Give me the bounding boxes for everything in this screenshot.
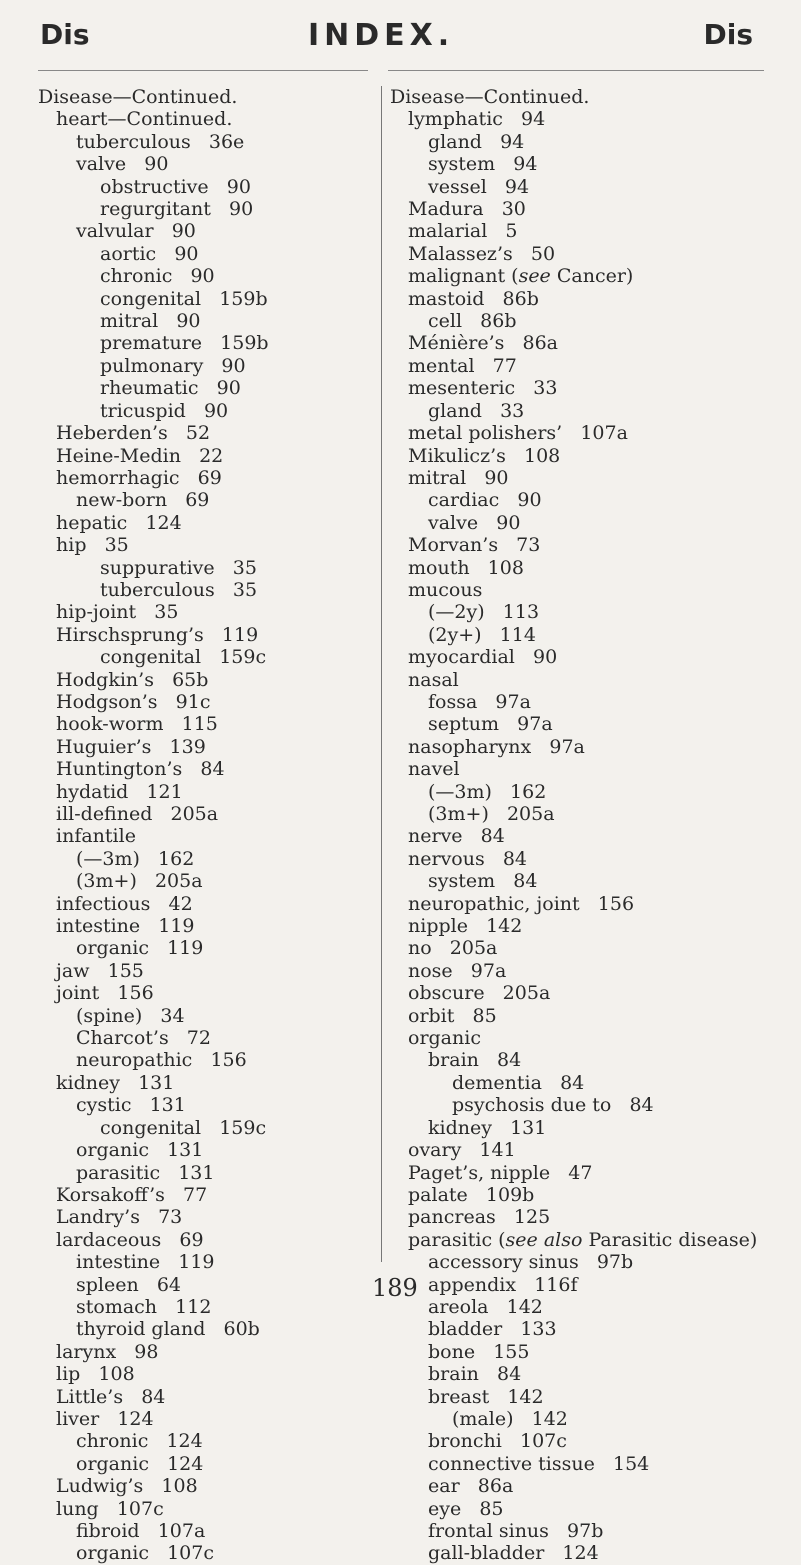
index-entry: Disease—Continued. (390, 86, 590, 108)
header-guide-word-left: Dis (40, 18, 90, 51)
index-entry: organic (408, 1027, 481, 1050)
index-entry: tuberculous 36e (76, 130, 245, 153)
header-title: INDEX. (308, 18, 455, 53)
index-entry: valve 90 (428, 511, 521, 534)
index-entry: rheumatic 90 (100, 377, 241, 400)
index-entry: (male) 142 (452, 1407, 568, 1430)
index-entry: regurgitant 90 (100, 198, 254, 221)
index-entry: nasal (408, 668, 459, 691)
index-entry: accessory sinus 97b (428, 1251, 634, 1274)
index-entry: Paget’s, nipple 47 (408, 1161, 593, 1184)
index-entry: Heberden’s 52 (56, 422, 211, 445)
index-entry: organic 124 (76, 1452, 204, 1475)
index-entry: Hodgkin’s 65b (56, 668, 209, 691)
index-entry: chronic 90 (100, 265, 215, 288)
header-rule-right (388, 70, 764, 71)
header-rule-left (38, 70, 368, 71)
index-entry: Little’s 84 (56, 1385, 166, 1408)
index-entry: (—3m) 162 (428, 780, 547, 803)
index-entry: infectious 42 (56, 892, 193, 915)
index-entry: psychosis due to 84 (452, 1094, 654, 1117)
index-entry: bone 155 (428, 1340, 530, 1363)
index-entry: Morvan’s 73 (408, 534, 541, 557)
index-entry: system 94 (428, 153, 538, 176)
index-entry: gall-bladder 124 (428, 1542, 599, 1565)
index-entry: breast 142 (428, 1385, 544, 1408)
index-entry: parasitic (see also Parasitic disease) (408, 1228, 758, 1251)
index-entry: nasopharynx 97a (408, 735, 585, 758)
index-entry: lardaceous 69 (56, 1228, 204, 1251)
index-entry: Madura 30 (408, 198, 526, 221)
index-entry: nerve 84 (408, 825, 505, 848)
index-entry: eye 85 (428, 1497, 504, 1520)
index-entry: hemorrhagic 69 (56, 466, 222, 489)
index-entry: hip 35 (56, 534, 129, 557)
index-entry: ovary 141 (408, 1139, 516, 1162)
index-entry: septum 97a (428, 713, 553, 736)
index-entry: appendix 116f (428, 1273, 578, 1296)
index-entry: Hodgson’s 91c (56, 690, 211, 713)
index-entry: mitral 90 (100, 310, 201, 333)
page-number: 189 (372, 1274, 418, 1302)
index-entry: ear 86a (428, 1475, 514, 1498)
index-entry: suppurative 35 (100, 556, 257, 579)
index-entry: hydatid 121 (56, 780, 183, 803)
index-entry: (—3m) 162 (76, 847, 195, 870)
index-entry: (3m+) 205a (428, 803, 555, 825)
index-entry: mental 77 (408, 354, 517, 377)
index-entry: thyroid gland 60b (76, 1318, 260, 1341)
index-entry: palate 109b (408, 1183, 535, 1206)
index-entry: (—2y) 113 (428, 601, 540, 624)
index-entry: stomach 112 (76, 1295, 212, 1318)
index-entry: neuropathic, joint 156 (408, 892, 635, 915)
index-entry: heart—Continued. (56, 108, 233, 131)
index-entry: organic 131 (76, 1139, 204, 1162)
index-entry: navel (408, 758, 460, 781)
column-divider (381, 86, 382, 1262)
index-entry: new-born 69 (76, 489, 210, 512)
index-entry: lymphatic 94 (408, 108, 546, 131)
index-entry: system 84 (428, 870, 538, 893)
index-entry: premature 159b (100, 332, 269, 355)
index-entry: congenital 159b (100, 287, 268, 310)
index-entry: kidney 131 (428, 1116, 547, 1139)
index-entry: Hirschsprung’s 119 (56, 623, 259, 646)
index-entry: brain 84 (428, 1049, 522, 1072)
index-entry: Malassez’s 50 (408, 242, 556, 265)
index-entry: (2y+) 114 (428, 623, 536, 646)
index-entry: congenital 159c (100, 1116, 267, 1139)
index-entry: intestine 119 (56, 915, 195, 938)
index-entry: mesenteric 33 (408, 377, 558, 400)
index-entry: spleen 64 (76, 1273, 182, 1296)
index-column-right (390, 86, 790, 1565)
index-entry: tuberculous 35 (100, 578, 258, 601)
index-entry: fossa 97a (428, 690, 531, 713)
index-entry: intestine 119 (76, 1251, 215, 1274)
index-column-left (38, 86, 368, 1565)
index-entry: Mikulicz’s 108 (408, 444, 561, 467)
index-entry: (3m+) 205a (76, 870, 203, 893)
index-entry: malarial 5 (408, 220, 518, 243)
index-entry: metal polishers’ 107a (408, 422, 628, 445)
index-entry: mastoid 86b (408, 287, 539, 310)
index-entry: Ménière’s 86a (408, 332, 558, 355)
index-entry: Charcot’s 72 (76, 1027, 211, 1050)
index-entry: aortic 90 (100, 242, 199, 265)
index-entry: ill-defined 205a (56, 803, 219, 825)
index-entry: congenital 159c (100, 646, 267, 669)
index-entry: lip 108 (56, 1363, 135, 1386)
index-entry: (spine) 34 (76, 1004, 185, 1027)
index-entry: valve 90 (76, 153, 169, 176)
index-entry: neuropathic 156 (76, 1049, 247, 1072)
index-entry: pancreas 125 (408, 1206, 551, 1229)
index-entry: nose 97a (408, 959, 507, 982)
index-entry: Landry’s 73 (56, 1206, 183, 1229)
index-entry: fibroid 107a (76, 1520, 206, 1542)
index-entry: chronic 124 (76, 1430, 203, 1453)
header-guide-word-right: Dis (703, 18, 753, 51)
index-entry: valvular 90 (76, 220, 196, 243)
index-entry: obscure 205a (408, 982, 551, 1005)
index-entry: gland 33 (428, 399, 525, 422)
index-entry: pulmonary 90 (100, 354, 246, 377)
index-entry: nervous 84 (408, 847, 528, 870)
index-entry: jaw 155 (56, 959, 144, 982)
index-entry: kidney 131 (56, 1071, 175, 1094)
index-entry: Huguier’s 139 (56, 735, 206, 758)
index-entry: tricuspid 90 (100, 399, 229, 422)
page-header (0, 18, 801, 70)
index-entry: mucous (408, 578, 483, 601)
index-entry: mitral 90 (408, 466, 509, 489)
index-entry: Huntington’s 84 (56, 758, 225, 781)
index-entry: parasitic 131 (76, 1161, 215, 1184)
index-entry: bronchi 107c (428, 1430, 567, 1453)
index-entry: cardiac 90 (428, 489, 542, 512)
index-entry: malignant (see Cancer) (408, 265, 634, 288)
index-entry: dementia 84 (452, 1071, 585, 1094)
index-entry: cystic 131 (76, 1094, 186, 1117)
index-entry: brain 84 (428, 1363, 522, 1386)
index-entry: frontal sinus 97b (428, 1520, 604, 1542)
index-entry: lung 107c (56, 1497, 164, 1520)
index-entry: hook-worm 115 (56, 713, 218, 736)
index-entry: hepatic 124 (56, 511, 182, 534)
index-entry: bladder 133 (428, 1318, 557, 1341)
index-entry: infantile (56, 825, 136, 848)
index-entry: organic 107c (76, 1542, 214, 1565)
index-entry: cell 86b (428, 310, 517, 333)
index-entry: liver 124 (56, 1407, 154, 1430)
index-entry: obstructive 90 (100, 175, 251, 198)
index-entry: myocardial 90 (408, 646, 558, 669)
index-entry: Ludwig’s 108 (56, 1475, 198, 1498)
index-entry: joint 156 (56, 982, 154, 1005)
index-entry: nipple 142 (408, 915, 523, 938)
index-entry: connective tissue 154 (428, 1452, 650, 1475)
index-entry: Disease—Continued. (38, 86, 238, 108)
index-entry: organic 119 (76, 937, 204, 960)
index-entry: hip-joint 35 (56, 601, 179, 624)
index-entry: gland 94 (428, 130, 525, 153)
index-entry: Heine-Medin 22 (56, 444, 224, 467)
index-entry: no 205a (408, 937, 498, 960)
index-entry: Korsakoff’s 77 (56, 1183, 208, 1206)
index-entry: vessel 94 (428, 175, 530, 198)
index-entry: larynx 98 (56, 1340, 159, 1363)
index-entry: mouth 108 (408, 556, 524, 579)
index-entry: orbit 85 (408, 1004, 497, 1027)
index-entry: areola 142 (428, 1295, 543, 1318)
